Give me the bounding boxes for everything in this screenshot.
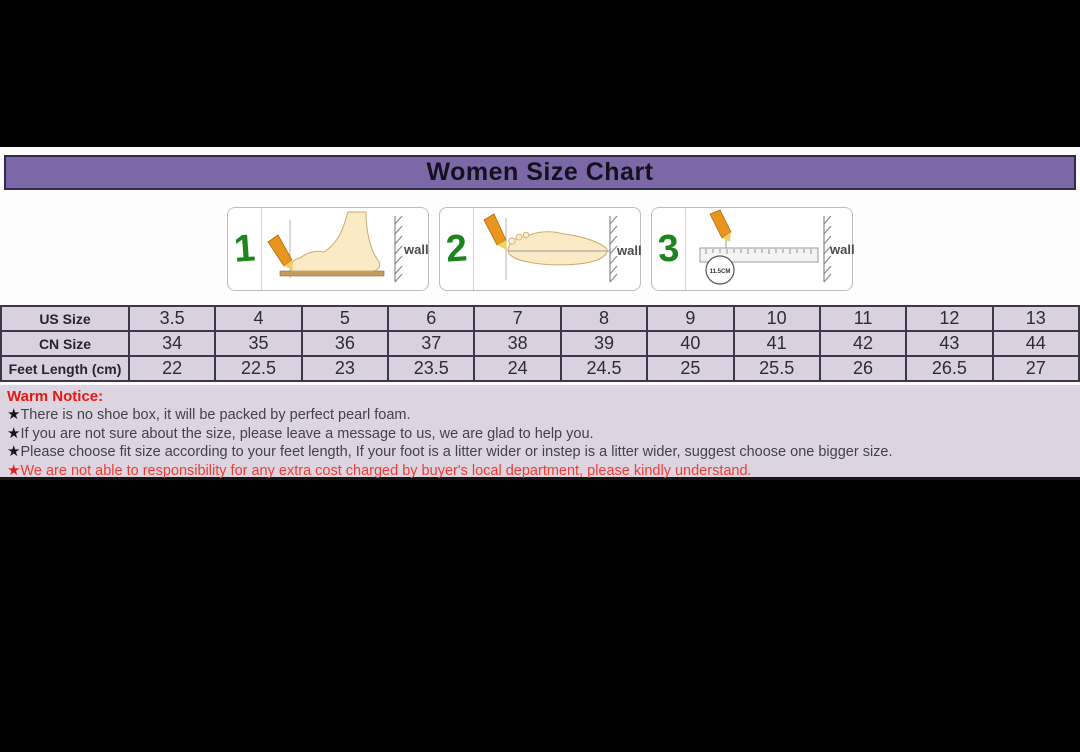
warm-notice-text: Please choose fit size according to your feet length, If your foot is a litter wider or instep is a litter wider, suggest choose one bigger size. <box>20 444 893 461</box>
size-cell: 36 <box>302 331 388 356</box>
star-icon: ★ <box>7 406 21 423</box>
wall-label: wall <box>830 242 855 257</box>
size-cell: 27 <box>993 356 1079 381</box>
size-table <box>0 305 1080 382</box>
table-row <box>1 331 1079 356</box>
foot-side-measure-icon <box>262 208 427 290</box>
foot-side-icon <box>291 212 379 271</box>
size-cell: 23 <box>302 356 388 381</box>
size-cell: 26.5 <box>906 356 992 381</box>
row-label: US Size <box>1 306 129 331</box>
size-cell: 23.5 <box>388 356 474 381</box>
measurement-value: 11.5CM <box>709 269 731 275</box>
size-cell: 10 <box>734 306 820 331</box>
star-icon: ★ <box>7 424 21 442</box>
size-cell: 25.5 <box>734 356 820 381</box>
size-cell: 6 <box>388 306 474 331</box>
wall-hatch-icon <box>610 216 617 282</box>
size-cell: 40 <box>647 331 733 356</box>
size-table-body <box>1 306 1079 381</box>
size-cell: 11 <box>820 306 906 331</box>
size-cell: 5 <box>302 306 388 331</box>
table-row <box>1 306 1079 331</box>
toe-icon <box>516 234 522 240</box>
step-3-number: 3 <box>656 227 681 271</box>
warm-notice-text: There is no shoe box, it will be packed by perfect pearl foam. <box>20 407 411 423</box>
size-cell: 39 <box>561 331 647 356</box>
measuring-steps <box>0 207 1080 293</box>
wall-hatch-icon <box>395 216 402 282</box>
toe-icon <box>509 238 515 244</box>
measure-step-2 <box>439 207 641 291</box>
step-1-number: 1 <box>232 227 257 271</box>
warm-notice <box>0 385 1080 480</box>
size-cell: 8 <box>561 306 647 331</box>
wall-label: wall <box>617 243 642 258</box>
warm-notice-item <box>7 443 1073 462</box>
wall-label: wall <box>404 242 429 257</box>
size-cell: 37 <box>388 331 474 356</box>
warm-notice-text: We are not able to responsibility for any extra cost charged by buyer's local department, please kindly understand. <box>20 462 752 479</box>
board-icon <box>280 271 384 276</box>
size-cell: 24.5 <box>561 356 647 381</box>
size-cell: 3.5 <box>129 306 215 331</box>
star-icon: ★ <box>7 461 21 479</box>
size-cell: 42 <box>820 331 906 356</box>
foot-top-icon <box>508 232 607 265</box>
pencil-icon <box>484 214 506 245</box>
size-cell: 22.5 <box>215 356 301 381</box>
step-number-strip <box>652 208 686 290</box>
size-cell: 9 <box>647 306 733 331</box>
page-title: Women Size Chart <box>426 158 654 186</box>
size-cell: 44 <box>993 331 1079 356</box>
star-icon: ★ <box>7 443 21 461</box>
step-2-number: 2 <box>444 227 469 271</box>
ruler-measure-icon <box>686 208 855 290</box>
size-chart-panel <box>0 147 1080 480</box>
size-cell: 12 <box>906 306 992 331</box>
size-cell: 34 <box>129 331 215 356</box>
size-cell: 38 <box>474 331 560 356</box>
table-row <box>1 356 1079 381</box>
row-label: Feet Length (cm) <box>1 356 129 381</box>
warm-notice-item <box>7 406 1073 425</box>
warm-notice-heading: Warm Notice: <box>7 388 104 405</box>
row-label: CN Size <box>1 331 129 356</box>
size-cell: 35 <box>215 331 301 356</box>
warm-notice-item <box>7 425 1073 444</box>
size-cell: 24 <box>474 356 560 381</box>
size-cell: 7 <box>474 306 560 331</box>
measure-step-1 <box>227 207 429 291</box>
foot-top-measure-icon <box>474 208 642 290</box>
step-number-strip <box>228 208 262 290</box>
size-cell: 13 <box>993 306 1079 331</box>
pencil-icon <box>268 235 292 266</box>
size-cell: 4 <box>215 306 301 331</box>
size-cell: 25 <box>647 356 733 381</box>
warm-notice-text: If you are not sure about the size, please leave a message to us, we are glad to help you. <box>20 425 594 442</box>
warm-notice-list <box>7 406 1073 480</box>
size-cell: 22 <box>129 356 215 381</box>
size-cell: 26 <box>820 356 906 381</box>
pencil-icon <box>710 210 731 238</box>
size-cell: 43 <box>906 331 992 356</box>
toe-icon <box>523 232 529 238</box>
warm-notice-item <box>7 462 1073 481</box>
title-bar <box>4 155 1076 190</box>
step-number-strip <box>440 208 474 290</box>
measure-step-3 <box>651 207 853 291</box>
size-cell: 41 <box>734 331 820 356</box>
